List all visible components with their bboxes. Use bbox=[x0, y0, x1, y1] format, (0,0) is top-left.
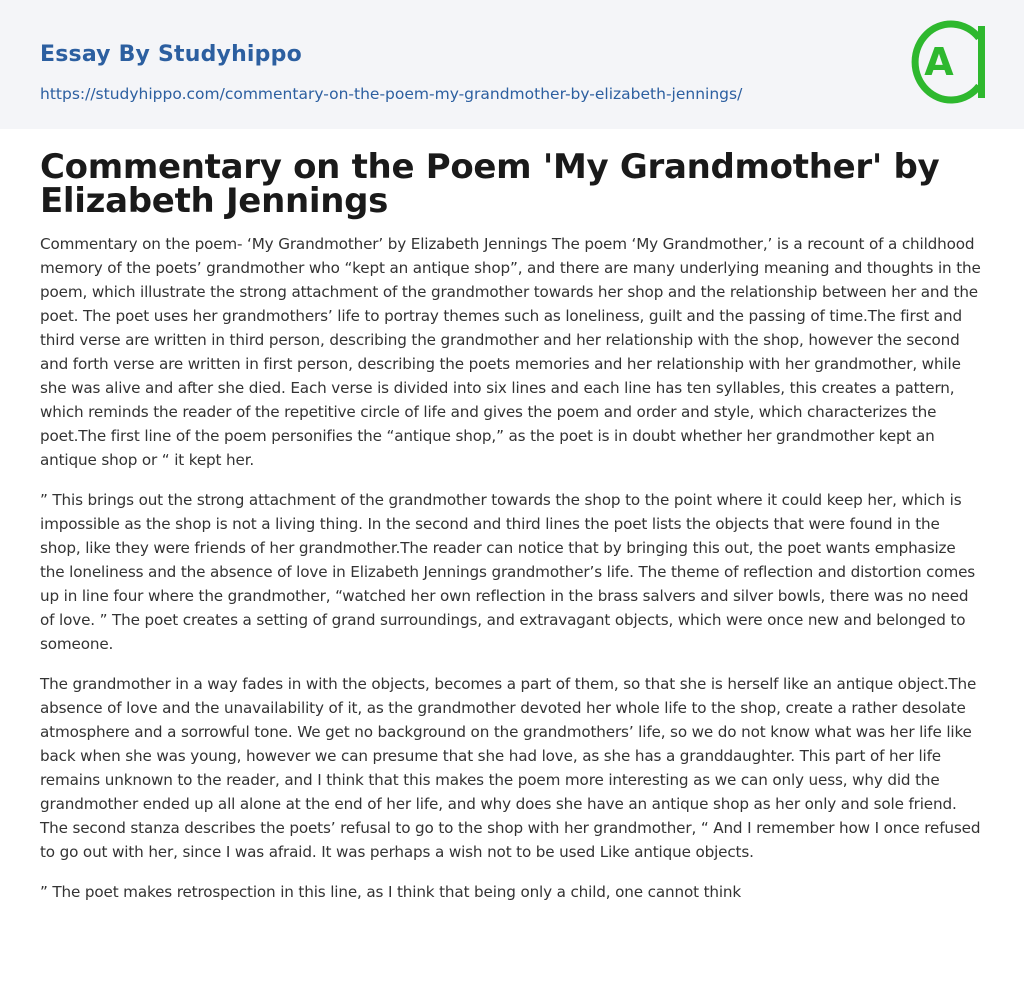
article-paragraph-4: ” The poet makes retrospection in this line, as I think that being only a child, one cannot think bbox=[40, 883, 742, 901]
studyhippo-logo-icon[interactable] bbox=[906, 18, 990, 106]
article-paragraph-2: ” This brings out the strong attachment of the grandmother towards the shop to the point where it could keep her, which is impossible as the shop is not a living thing. In the second and third lines the poet lists the objects that were found in the shop, like they were friends of her grandmother.The reader can notice that by bringing this out, the poet wants emphasize the loneliness and the absence of love in Elizabeth Jennings grandmother’s life. The theme of reflection and distortion comes up in line four where the grandmother, “watched her own reflection in the brass salvers and silver bowls, there was no need of love. ” The poet creates a setting of grand surroundings, and extravagant objects, which were once new and belonged to someone. bbox=[40, 491, 976, 653]
logo-letter: A bbox=[924, 40, 954, 84]
site-brand[interactable]: Essay By Studyhippo bbox=[40, 42, 302, 67]
page-title: Commentary on the Poem 'My Grandmother' by Elizabeth Jennings bbox=[40, 147, 940, 221]
article bbox=[0, 147, 1024, 904]
article-paragraph-3: The grandmother in a way fades in with the objects, becomes a part of them, so that she is herself like an antique object.The absence of love and the unavailability of it, as the grandmother devoted her whole life to the shop, create a rather desolate atmosphere and a sorrowful tone. We get no background on the grandmothers’ life, so we do not know what was her life like back when she was young, however we can presume that she had love, as she has a granddaughter. This part of her life remains unknown to the reader, and I think that this makes the poem more interesting as we can only uess, why did the grandmother ended up all alone at the end of her life, and why does she have an antique shop as her only and sole friend. The second stanza describes the poets’ refusal to go to the shop with her grandmother, “ And I remember how I once refused to go out with her, since I was afraid. It was perhaps a wish not to be used Like antique objects. bbox=[40, 675, 981, 861]
site-header bbox=[0, 0, 1024, 129]
article-paragraph-1: Commentary on the poem- ‘My Grandmother’ by Elizabeth Jennings The poem ‘My Grandmother,’ is a recount of a childhood memory of the poets’ grandmother who “kept an antique shop”, and there are many underlying meaning and thoughts in the poem, which illustrate the strong attachment of the grandmother towards her shop and the relationship between her and the poet. The poet uses her grandmothers’ life to portray themes such as loneliness, guilt and the passing of time.The first and third verse are written in third person, describing the grandmother and her relationship with the shop, however the second and forth verse are written in first person, describing the poets memories and her relationship with her grandmother, while she was alive and after she died. Each verse is divided into six lines and each line has ten syllables, this creates a pattern, which reminds the reader of the repetitive circle of life and gives the poem and order and style, which characterizes the poet.The first line of the poem personifies the “antique shop,” as the poet is in doubt whether her grandmother kept an antique shop or “ it kept her. bbox=[40, 235, 981, 469]
source-url-link[interactable]: https://studyhippo.com/commentary-on-the-poem-my-grandmother-by-elizabeth-jennings/ bbox=[40, 85, 743, 103]
